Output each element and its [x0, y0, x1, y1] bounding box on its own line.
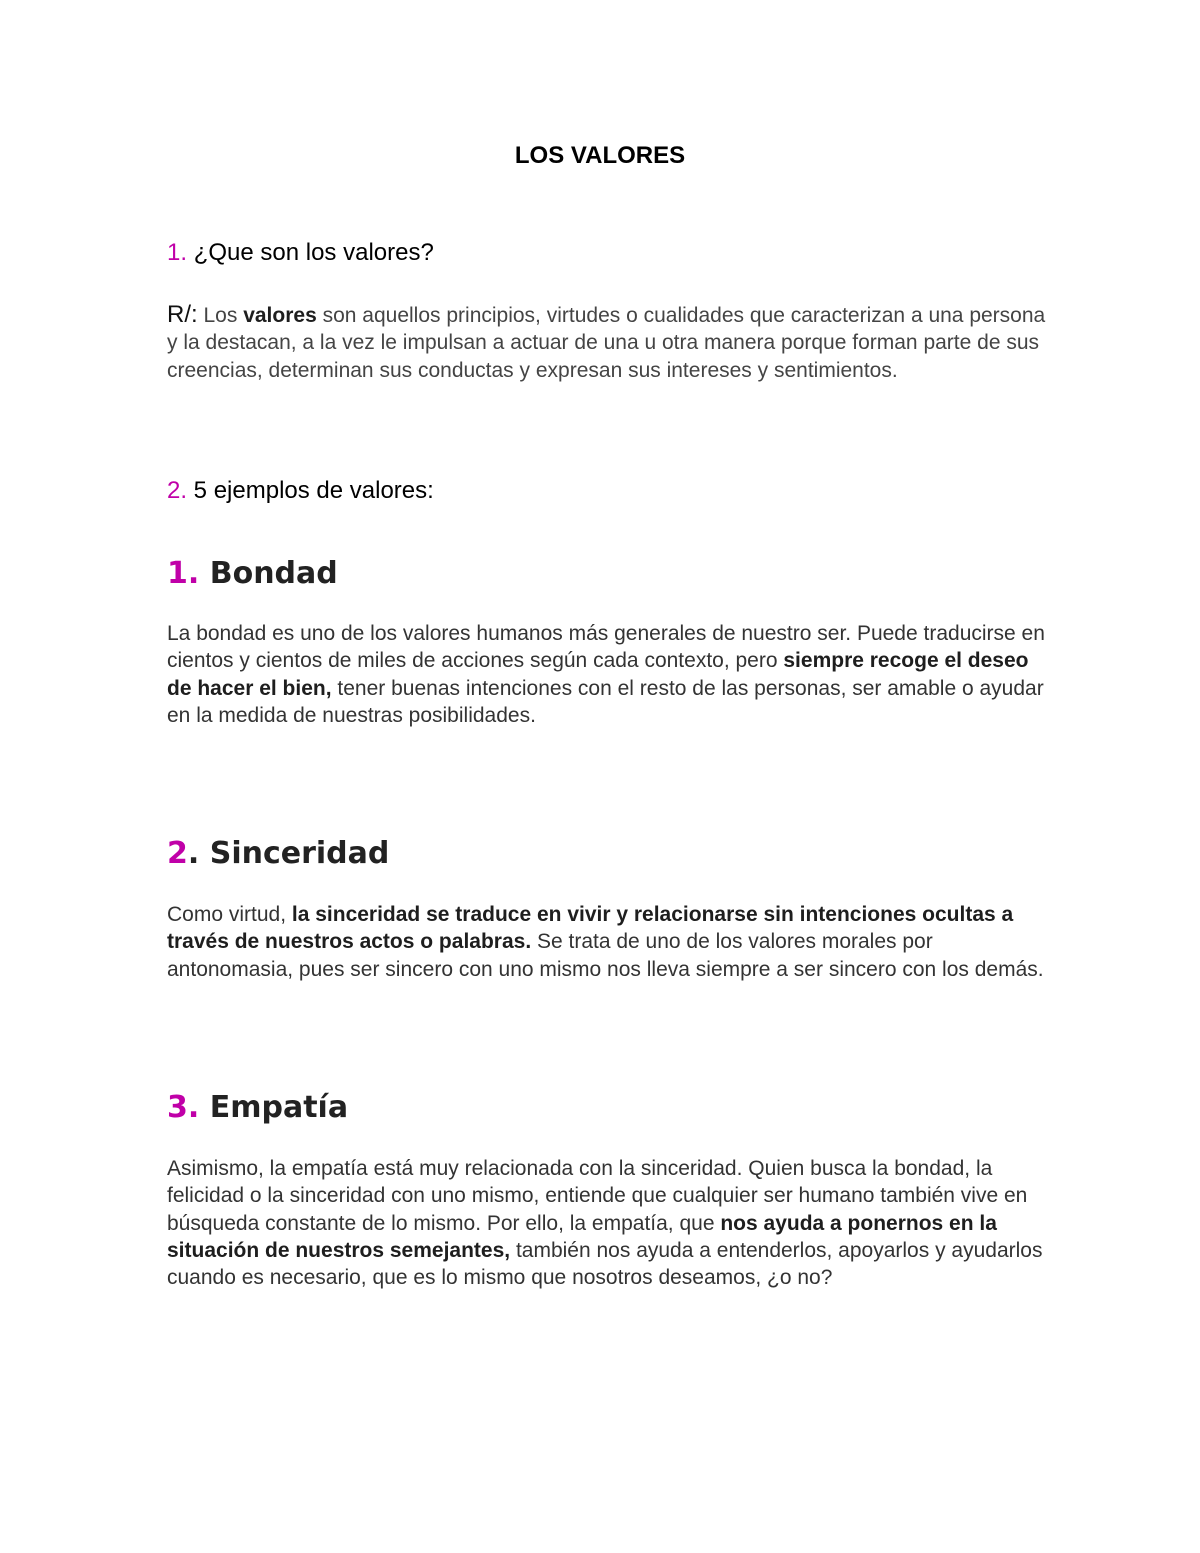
- question-1: [167, 238, 434, 268]
- section-heading-empatia: [167, 1089, 348, 1127]
- section-3-text-2: también nos ayuda a entenderlos, apoyarlos y ayudarlos cuando es necesario, que es lo mismo que nosotros deseamos, ¿o no?: [167, 1238, 1043, 1290]
- section-3-title: Empatía: [199, 1090, 349, 1125]
- section-heading-sinceridad: [167, 835, 389, 873]
- document-title: LOS VALORES: [514, 142, 686, 169]
- section-3-bold: nos ayuda a ponernos en la situación de nuestros semejantes,: [167, 1211, 997, 1262]
- answer-prefix: R/:: [167, 301, 198, 328]
- section-paragraph-sinceridad: [167, 901, 1047, 983]
- section-3-number: 3.: [167, 1090, 200, 1125]
- section-3-text-1: Asimismo, la empatía está muy relacionada con la sinceridad. Quien busca la bondad, la felicidad o la sinceridad con uno mismo, entiende que cualquier ser humano también vive en búsqueda constante de lo mismo. Por ello, la empatía, que: [167, 1157, 1028, 1235]
- section-2-bold: la sinceridad se traduce en vivir y relacionarse sin intenciones ocultas a través de nuestros actos o palabras.: [167, 903, 1014, 954]
- section-2-text-2: Se trata de uno de los valores morales por antonomasia, pues ser sincero con uno mismo nos lleva siempre a ser sincero con los demás.: [167, 930, 1044, 981]
- question-2-text: 5 ejemplos de valores:: [187, 477, 434, 504]
- section-heading-bondad: [167, 555, 338, 593]
- section-1-title: Bondad: [199, 556, 338, 591]
- section-1-text-1: La bondad es uno de los valores humanos más generales de nuestro ser. Puede traducirse en cientos y cientos de miles de acciones según cada contexto, pero: [167, 622, 1045, 673]
- section-paragraph-bondad: [167, 620, 1047, 729]
- question-1-number: 1.: [167, 239, 188, 266]
- answer-bold: valores: [243, 304, 317, 327]
- section-2-text-1: Como virtud,: [167, 903, 292, 926]
- section-1-number: 1.: [167, 556, 200, 591]
- answer-text-1: Los: [197, 304, 244, 327]
- question-2-number: 2.: [167, 477, 188, 504]
- section-2-title: . Sinceridad: [187, 836, 390, 871]
- answer-paragraph: [167, 301, 1047, 384]
- section-paragraph-empatia: [167, 1155, 1047, 1291]
- question-1-text: ¿Que son los valores?: [193, 239, 434, 266]
- question-2: [167, 476, 434, 506]
- answer-text-2: son aquellos principios, virtudes o cualidades que caracterizan a una persona y la destacan, a la vez le impulsan a actuar de una u otra manera porque forman parte de sus creencias, determinan sus conductas y expresan sus intereses y sentimientos.: [167, 304, 1046, 382]
- section-1-text-2: tener buenas intenciones con el resto de las personas, ser amable o ayudar en la medida de nuestras posibilidades.: [167, 676, 1044, 727]
- section-1-bold: siempre recoge el deseo de hacer el bien,: [167, 649, 1029, 700]
- section-2-number: 2: [167, 836, 188, 871]
